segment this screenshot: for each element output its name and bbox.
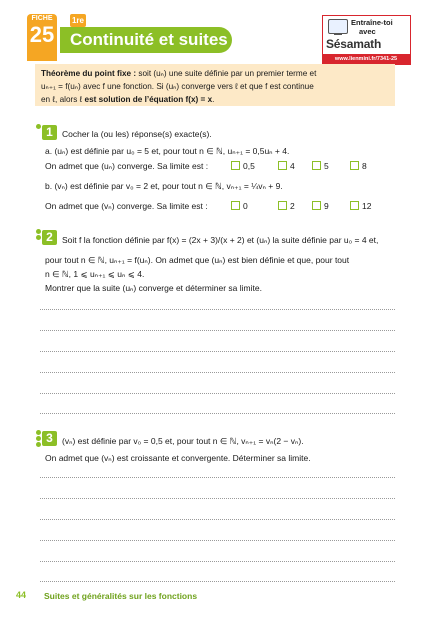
exercise-2-badge: 2 [42, 230, 57, 245]
checkbox[interactable] [350, 161, 359, 170]
checkbox[interactable] [312, 201, 321, 210]
option-1a-1[interactable]: 0,5 [231, 160, 255, 172]
answer-line[interactable] [40, 540, 395, 541]
exercise-2-line-1: Soit f la fonction définie par f(x) = (2x + 3)/(x + 2) et (uₙ) la suite définie par u₀ = 4 et, [62, 235, 379, 245]
option-1b-1[interactable]: 0 [231, 200, 248, 212]
checkbox[interactable] [231, 161, 240, 170]
theorem-line-2: uₙ₊₁ = f(uₙ) avec f une fonction. Si (uₙ) converge vers ℓ et que f est continue [41, 82, 314, 91]
option-1a-3[interactable]: 5 [312, 160, 329, 172]
checkbox[interactable] [350, 201, 359, 210]
answer-line[interactable] [40, 413, 395, 414]
answer-line[interactable] [40, 309, 395, 310]
theorem-line-1: soit (uₙ) une suite définie par un premier terme et [138, 69, 317, 78]
answer-line[interactable] [40, 330, 395, 331]
sesamath-link[interactable]: www.lienmini.fr/7341-25 [322, 54, 410, 64]
exercise-2-question: Montrer que la suite (uₙ) converge et déterminer sa limite. [45, 283, 262, 293]
answer-line[interactable] [40, 372, 395, 373]
answer-line[interactable] [40, 351, 395, 352]
exercise-2-line-2: pour tout n ∈ ℕ, uₙ₊₁ = f(uₙ). On admet que (uₙ) est bien définie et que, pour tout [45, 255, 350, 265]
answer-line[interactable] [40, 519, 395, 520]
fiche-number: 25 [29, 22, 55, 47]
exercise-1-badge: 1 [42, 125, 57, 140]
theorem-conclusion: est solution de l’équation f(x) = x [84, 95, 213, 104]
theorem-label: Théorème du point fixe : [41, 69, 137, 78]
page-number: 44 [16, 590, 27, 600]
option-1b-3[interactable]: 9 [312, 200, 329, 212]
fiche-label: FICHE [31, 15, 53, 22]
answer-line[interactable] [40, 477, 395, 478]
sesamath-brand: Sésamath [326, 37, 382, 51]
level-badge: 1re [71, 16, 84, 25]
checkbox[interactable] [278, 201, 287, 210]
checkbox[interactable] [231, 201, 240, 210]
sesamath-tagline: Entraîne-toi avec [351, 18, 393, 36]
theorem-box: Théorème du point fixe : soit (uₙ) une suite définie par un premier terme et uₙ₊₁ = f(uₙ) avec f une fonction. Si (uₙ) converge vers ℓ et que f est continue en ℓ, alors ℓ est solution de l’équation f(x) = x. [35, 64, 395, 106]
answer-line[interactable] [40, 581, 395, 582]
option-1b-2[interactable]: 2 [278, 200, 295, 212]
answer-line[interactable] [40, 498, 395, 499]
option-1a-2[interactable]: 4 [278, 160, 295, 172]
checkbox[interactable] [312, 161, 321, 170]
exercise-3-line-1: (vₙ) est définie par v₀ = 0,5 et, pour tout n ∈ ℕ, vₙ₊₁ = vₙ(2 − vₙ). [62, 436, 304, 446]
exercise-1-instruction: Cocher la (ou les) réponse(s) exacte(s). [62, 129, 212, 139]
exercise-1b-statement: b. (vₙ) est définie par v₀ = 2 et, pour tout n ∈ ℕ, vₙ₊₁ = ¼vₙ + 9. [45, 181, 283, 191]
exercise-1a-question: On admet que (uₙ) converge. Sa limite est : [45, 161, 209, 171]
exercise-3-badge: 3 [42, 431, 57, 446]
theorem-line-3a: en ℓ, alors ℓ [41, 95, 85, 104]
answer-line[interactable] [40, 393, 395, 394]
option-1a-4[interactable]: 8 [350, 160, 367, 172]
page-title: Continuité et suites [70, 30, 228, 49]
exercise-3-line-2: On admet que (vₙ) est croissante et convergente. Déterminer sa limite. [45, 453, 311, 463]
answer-line[interactable] [40, 561, 395, 562]
option-1b-4[interactable]: 12 [350, 200, 371, 212]
exercise-2-line-3: n ∈ ℕ, 1 ⩽ uₙ₊₁ ⩽ uₙ ⩽ 4. [45, 269, 145, 279]
checkbox[interactable] [278, 161, 287, 170]
footer-chapter-title: Suites et généralités sur les fonctions [44, 591, 198, 601]
monitor-icon [328, 19, 348, 34]
exercise-1b-question: On admet que (vₙ) converge. Sa limite est : [45, 201, 208, 211]
exercise-1a-statement: a. (uₙ) est définie par u₀ = 5 et, pour tout n ∈ ℕ, uₙ₊₁ = 0,5uₙ + 4. [45, 146, 290, 156]
monitor-stand-icon [334, 33, 342, 35]
